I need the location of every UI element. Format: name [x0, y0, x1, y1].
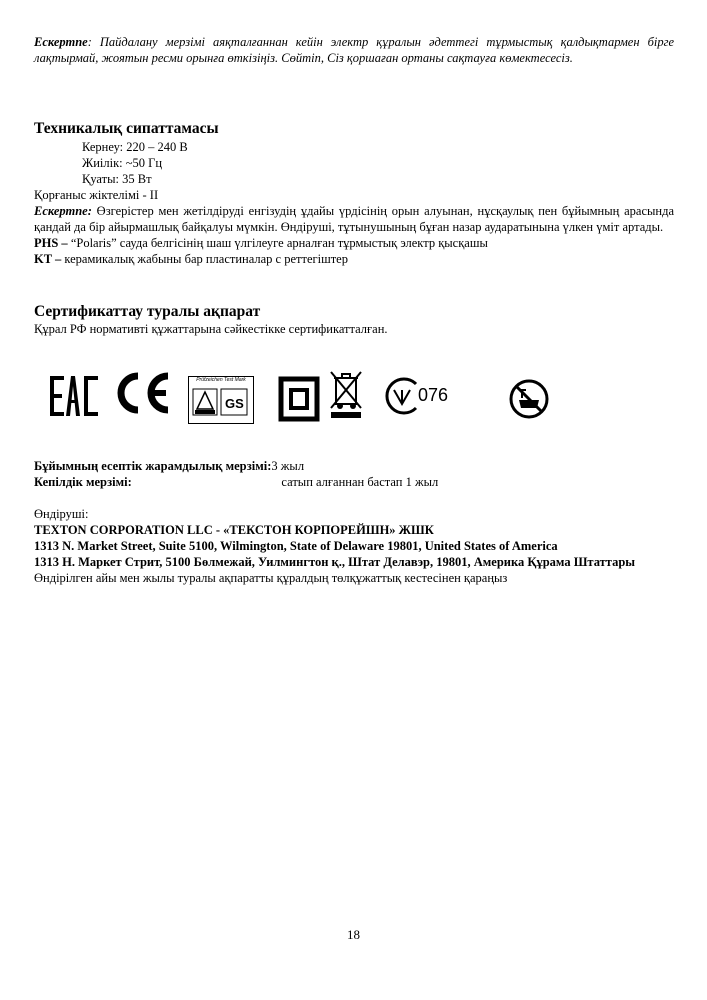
certification-logos	[48, 368, 548, 430]
no-bath-use-icon	[508, 378, 550, 424]
service-life-value: 3 жыл	[271, 459, 305, 473]
disposal-note-label: Ескертпе	[34, 35, 88, 49]
warranty-value: сатып алғаннан бастап 1 жыл	[281, 475, 439, 489]
disposal-note-text: : Пайдалану мерзімі аяқталғаннан кейін электр құралын әдеттегі тұрмыстық қалдықтармен бірге лақтырмай, жоятын ресми орынға өткізіңіз. Сөйтіп, Сіз қоршаған ортаны сақтауға көмектесесіз.	[34, 35, 674, 65]
manufacturer-section	[34, 506, 674, 586]
ce-logo	[110, 370, 176, 420]
phs-label: PHS –	[34, 236, 68, 250]
warranty-section	[34, 458, 674, 490]
svg-text:GS: GS	[225, 396, 244, 411]
manufacturer-name: TEXTON CORPORATION LLC - «ТЕКСТОН КОРПОРЕЙШН» ЖШК	[34, 523, 434, 537]
spec-voltage: Кернеу: 220 – 240 В	[82, 140, 188, 154]
cert-heading: Сертификаттау туралы ақпарат	[34, 303, 261, 320]
phs-text: “Polaris” сауда белгісінің шаш үлгілеуге арналған тұрмыстық электр қысқашы	[67, 236, 488, 250]
tech-specs	[34, 139, 674, 267]
spec-protection: Қорғаныс жіктелімі - II	[34, 188, 159, 202]
spec-frequency: Жиілік: ~50 Гц	[82, 156, 163, 170]
eac-logo	[48, 372, 102, 424]
spec-power: Қуаты: 35 Вт	[82, 172, 152, 186]
disposal-note	[34, 34, 674, 66]
service-life-label: Бұйымның есептік жарамдылық мерзімі:	[34, 459, 272, 473]
ua-conformity-mark	[382, 376, 422, 420]
manufacturer-label: Өндіруші:	[34, 507, 89, 521]
manufacturer-address-en: 1313 N. Market Street, Suite 5100, Wilmington, State of Delaware 19801, United States of America	[34, 539, 558, 553]
crossed-bin-icon	[328, 368, 364, 424]
warranty-label: Кепілдік мерзімі:	[34, 475, 132, 489]
class-ii-symbol	[278, 376, 320, 426]
warranty-table	[34, 458, 438, 490]
kt-text: керамикалық жабыны бар пластиналар с реттегіштер	[61, 252, 348, 266]
page-number: 18	[347, 927, 360, 942]
tech-heading: Техникалық сипаттамасы	[34, 120, 219, 137]
test-mark-logo	[188, 376, 254, 424]
cert-text: Құрал РФ нормативті құжаттарына сәйкестікке сертификатталған.	[34, 322, 388, 336]
ua-mark-number: 076	[418, 385, 449, 405]
manufacturer-address-kz: 1313 Н. Маркет Стрит, 5100 Бөлмежай, Уилмингтон қ., Штат Делавэр, 19801, Америка Құрама Штаттары	[34, 555, 636, 569]
tech-note: Ескертпе: Өзгерістер мен жетілдіруді енгізудің ұдайы үрдісінің орын алуынан, нұсқаулық пен бұйымның арасында қандай да бір айырмашлық байқалуы мүмкін. Өндіруші, тұтынушының бұған назар аударатынына үлкен үміт артады.	[34, 204, 674, 234]
tech-note-text: Өзгерістер мен жетілдіруді енгізудің ұдайы үрдісінің орын алуынан, нұсқаулық пен бұйымның арасында қандай да бір айырмашлық байқалуы мүмкін. Өндіруші, тұтынушының бұған назар аударатынына үлкен үміт артады.	[34, 204, 674, 234]
kt-label: KT –	[34, 252, 62, 266]
manufacture-date-note: Өндірілген айы мен жылы туралы ақпаратты құралдың төлқұжаттық кестесінен қараңыз	[34, 571, 508, 585]
tech-note-label: Ескертпе	[34, 204, 88, 218]
test-mark-text: Prüfzeichen Test Mark	[196, 377, 246, 383]
kt-definition	[34, 251, 674, 267]
phs-definition	[34, 235, 674, 251]
